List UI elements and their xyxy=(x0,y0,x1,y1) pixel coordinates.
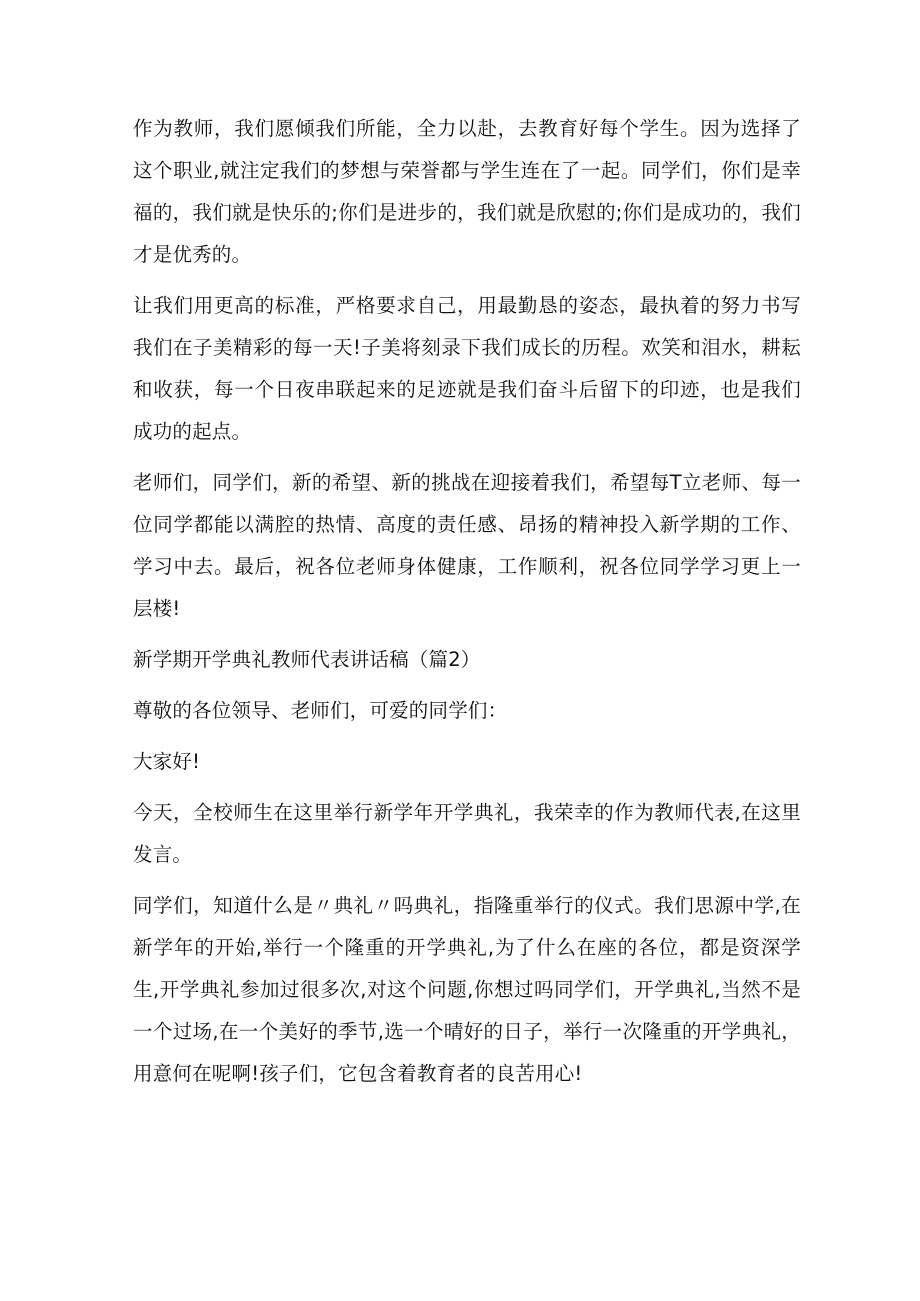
paragraph-new-semester-wishes: 老师们，同学们，新的希望、新的挑战在迎接着我们，希望每T立老师、每一位同学都能以满腔的热情、高度的责任感、昂扬的精神投入新学期的工作、学习中去。最后，祝各位老师身体健康，工作顺利，祝各位同学学习更上一层楼! xyxy=(133,471,801,620)
paragraph-opening-remarks: 今天，全校师生在这里举行新学年开学典礼，我荣幸的作为教师代表,在这里发言。 xyxy=(133,801,801,866)
section-heading: 新学期开学典礼教师代表讲话稿（篇2） xyxy=(133,648,481,671)
paragraph-teacher-commitment: 作为教师，我们愿倾我们所能，全力以赴，去教育好每个学生。因为选择了这个职业,就注定我们的梦想与荣誉都与学生连在了一起。同学们，你们是幸福的，我们就是快乐的;你们是进步的，我们就是欣慰的;你们是成功的，我们才是优秀的。 xyxy=(133,117,801,266)
paragraph-ceremony-meaning: 同学们，知道什么是〃典礼〃吗典礼，指隆重举行的仪式。我们思源中学,在新学年的开始,举行一个隆重的开学典礼,为了什么在座的各位，都是资深学生,开学典礼参加过很多次,对这个问题,你想过吗同学们，开学典礼,当然不是一个过场,在一个美好的季节,选一个晴好的日子，举行一次隆重的开学典礼，用意何在呢啊!孩子们，它包含着教育者的良苦用心! xyxy=(133,894,801,1085)
salutation: 尊敬的各位领导、老师们，可爱的同学们： xyxy=(133,699,508,722)
paragraph-higher-standards: 让我们用更高的标准，严格要求自己，用最勤恳的姿态，最执着的努力书写我们在子美精彩的每一天!子美将刻录下我们成长的历程。欢笑和泪水，耕耘和收获，每一个日夜串联起来的足迹就是我们奋斗后留下的印迹，也是我们成功的起点。 xyxy=(133,294,801,443)
document-body xyxy=(133,108,801,1104)
greeting: 大家好! xyxy=(133,750,201,773)
